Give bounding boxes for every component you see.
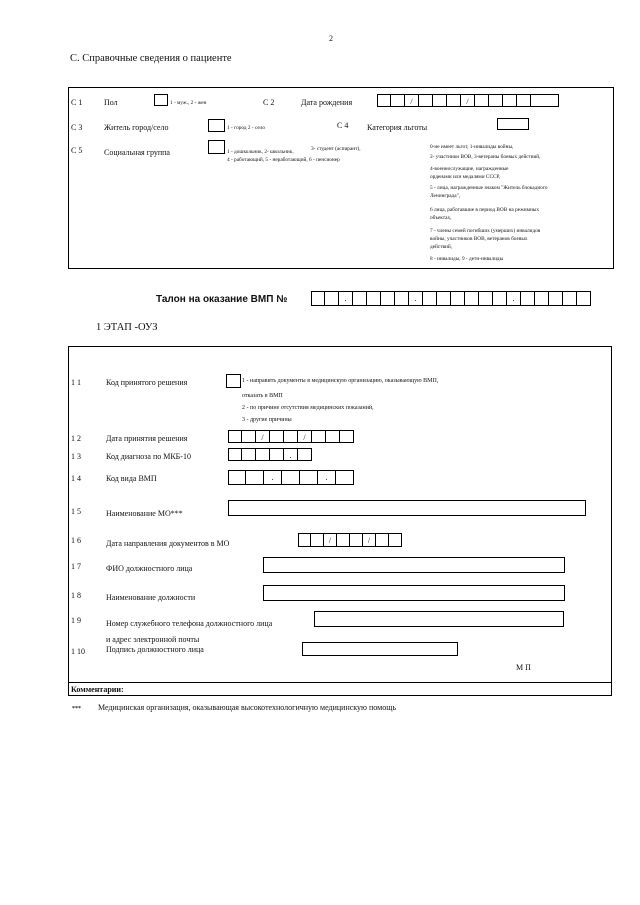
i9-label-1: Номер служебного телефона должностного лица bbox=[106, 619, 273, 628]
footnote-mark: *** bbox=[72, 706, 81, 712]
i2-label: Дата принятия решения bbox=[106, 434, 188, 443]
signature-field[interactable] bbox=[302, 642, 458, 656]
c2-code: С 2 bbox=[263, 98, 275, 107]
benefits-line-9: 7 - члены семей погибших (умерших) инвалидов bbox=[430, 228, 541, 234]
mo-name-input[interactable] bbox=[228, 500, 586, 516]
phone-email-input[interactable] bbox=[314, 611, 564, 627]
talon-separator: . bbox=[339, 291, 353, 306]
decision-date-input[interactable] bbox=[228, 430, 354, 443]
referral-date-input[interactable] bbox=[298, 533, 402, 547]
benefits-line-11: действий, bbox=[430, 244, 453, 250]
benefits-line-6: Ленинграда", bbox=[430, 193, 461, 199]
talon-number-input[interactable] bbox=[311, 291, 591, 306]
c3-label: Житель город/село bbox=[104, 123, 169, 132]
i1-label: Код принятого решения bbox=[106, 378, 188, 387]
official-name-input[interactable] bbox=[263, 557, 565, 573]
date-separator: / bbox=[256, 430, 270, 443]
page-number: 2 bbox=[329, 34, 333, 43]
date-separator: / bbox=[363, 533, 376, 547]
c1-hint: 1 - муж., 2 - жен bbox=[170, 100, 207, 106]
i6-label: Дата направления документов в МО bbox=[106, 539, 230, 548]
section-c-title: С. Справочные сведения о пациенте bbox=[70, 53, 232, 64]
c1-code: С 1 bbox=[71, 98, 83, 107]
date-separator: / bbox=[324, 533, 337, 547]
i4-code: 1 4 bbox=[71, 474, 81, 483]
c5-label: Социальная группа bbox=[104, 148, 170, 157]
talon-separator: . bbox=[507, 291, 521, 306]
talon-separator: . bbox=[409, 291, 423, 306]
benefits-line-1: 0-не имеет льгот, 1-инвалиды войны, bbox=[430, 144, 514, 150]
i1-code: 1 1 bbox=[71, 378, 81, 387]
birth-date-input[interactable] bbox=[377, 94, 559, 107]
c5-code: С 5 bbox=[71, 146, 83, 155]
stamp-label: М П bbox=[516, 663, 531, 672]
c3-residence-input[interactable] bbox=[208, 119, 225, 132]
c4-label: Категория льготы bbox=[367, 123, 428, 132]
code-separator: . bbox=[318, 470, 336, 485]
code-separator: . bbox=[284, 448, 298, 461]
benefits-line-10: войны, участников ВОВ, ветеранов боевых bbox=[430, 236, 528, 242]
date-separator: / bbox=[405, 94, 419, 107]
decision-code-input[interactable] bbox=[226, 374, 241, 388]
section-c-frame bbox=[68, 87, 614, 269]
i9-code: 1 9 bbox=[71, 616, 81, 625]
i8-label: Наименование должности bbox=[106, 593, 196, 602]
vmp-type-code-input[interactable] bbox=[228, 470, 354, 485]
benefits-line-3: 4-военнослужащие, награжденные bbox=[430, 166, 509, 172]
benefits-line-12: 8 - инвалиды, 9 - дети-инвалиды bbox=[430, 256, 504, 262]
date-separator: / bbox=[461, 94, 475, 107]
benefits-line-7: 6 лица, работавшие в период ВОВ на режимных bbox=[430, 207, 539, 213]
c5-hint-1b: 3- студент (аспирант), bbox=[311, 146, 361, 152]
i8-code: 1 8 bbox=[71, 591, 81, 600]
i1-option-1: 1 - направить документы в медицинскую организацию, оказывающую ВМП, bbox=[242, 378, 439, 384]
code-separator: . bbox=[264, 470, 282, 485]
comments-divider bbox=[68, 682, 612, 683]
talon-label: Талон на оказание ВМП № bbox=[156, 294, 288, 305]
i2-code: 1 2 bbox=[71, 434, 81, 443]
i3-code: 1 3 bbox=[71, 452, 81, 461]
c5-hint-1: 1 - дошкольник, 2- школьник, bbox=[227, 149, 294, 155]
i5-code: 1 5 bbox=[71, 507, 81, 516]
i1-option-4: 3 - другие причины bbox=[242, 417, 292, 423]
stage-title: 1 ЭТАП -ОУЗ bbox=[96, 322, 158, 333]
c1-sex-input[interactable] bbox=[154, 94, 168, 106]
date-separator: / bbox=[298, 430, 312, 443]
i7-label: ФИО должностного лица bbox=[106, 564, 193, 573]
i3-label: Код диагноза по МКБ-10 bbox=[106, 452, 191, 461]
i7-code: 1 7 bbox=[71, 562, 81, 571]
c4-benefit-input[interactable] bbox=[497, 118, 529, 130]
c3-code: С 3 bbox=[71, 123, 83, 132]
i1-option-2: отказать в ВМП bbox=[242, 393, 283, 399]
c4-code: С 4 bbox=[337, 121, 349, 130]
c5-hint-2: 4 - работающий, 5 - неработающий, 6 - пенсионер bbox=[227, 157, 340, 163]
c3-hint: 1 - город 2 - село bbox=[227, 125, 266, 131]
i10-code: 1 10 bbox=[71, 647, 85, 656]
i1-option-3: 2 - по причине отсутствия медицинских показаний, bbox=[242, 405, 374, 411]
i9-label-2: и адрес электронной почты bbox=[106, 635, 200, 644]
i10-label: Подпись должностного лица bbox=[106, 645, 204, 654]
comments-label: Комментарии: bbox=[71, 685, 124, 694]
i6-code: 1 6 bbox=[71, 536, 81, 545]
position-name-input[interactable] bbox=[263, 585, 565, 601]
benefits-line-2: 2- участники ВОВ, 3-ветераны боевых действий, bbox=[430, 154, 541, 160]
i4-label: Код вида ВМП bbox=[106, 474, 157, 483]
benefits-line-4: орденами или медалями СССР, bbox=[430, 174, 501, 180]
icd10-code-input[interactable] bbox=[228, 448, 312, 461]
c5-social-group-input[interactable] bbox=[208, 140, 225, 154]
c1-label: Пол bbox=[104, 98, 118, 107]
benefits-line-8: объектах, bbox=[430, 215, 452, 221]
i5-label: Наименование МО*** bbox=[106, 509, 183, 518]
benefits-line-5: 5 - лица, награжденные знаком "Житель блокадного bbox=[430, 185, 548, 191]
footnote-text: Медицинская организация, оказывающая высокотехнологичную медицинскую помощь bbox=[98, 703, 397, 712]
c2-label: Дата рождения bbox=[301, 98, 353, 107]
